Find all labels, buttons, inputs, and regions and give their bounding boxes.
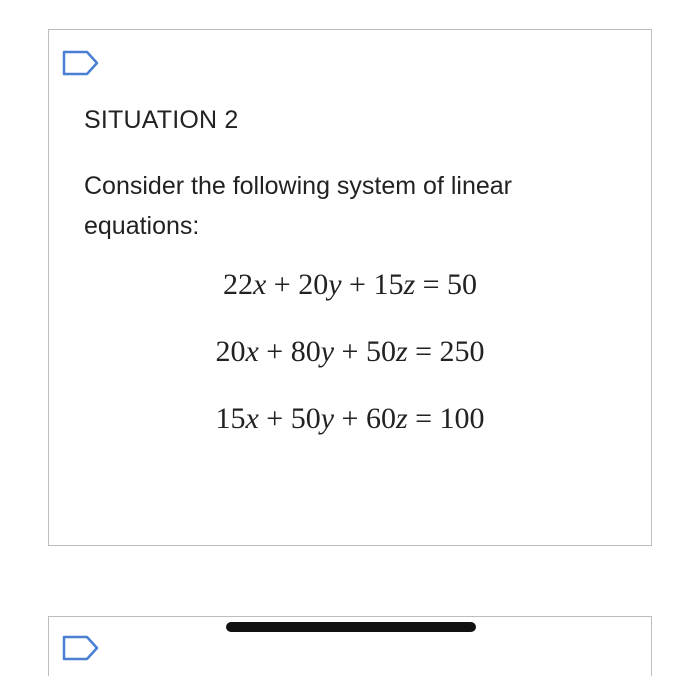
home-indicator[interactable] xyxy=(226,622,476,632)
tag-outline-icon[interactable] xyxy=(61,634,101,662)
equation-1: 22x + 20y + 15z = 50 xyxy=(222,268,478,301)
situation-card xyxy=(48,29,652,546)
equation-3: 15x + 50y + 60z = 100 xyxy=(215,402,485,435)
situation-prompt: Consider the following system of linear equations: xyxy=(84,172,512,240)
tag-outline-icon[interactable] xyxy=(61,49,101,77)
situation-title: SITUATION 2 xyxy=(84,106,239,134)
equation-2: 20x + 80y + 50z = 250 xyxy=(215,335,485,368)
